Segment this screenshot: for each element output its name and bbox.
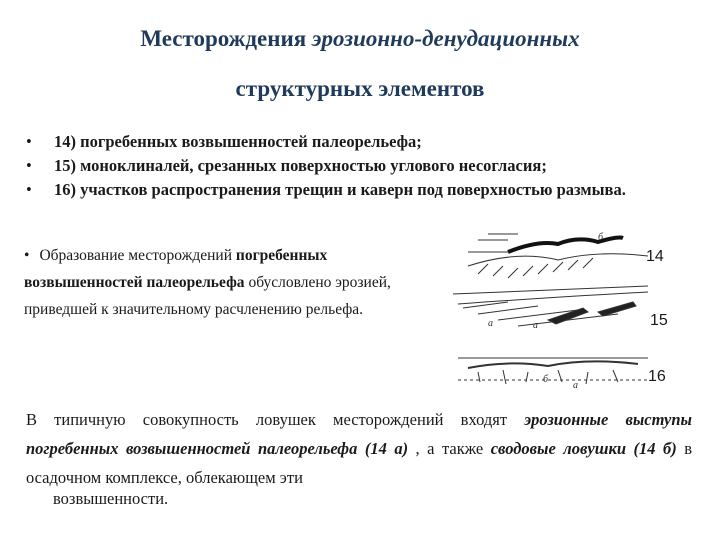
bullet-item-14 <box>24 130 694 154</box>
sketch-letter: а <box>533 320 538 331</box>
slide-title-line1 <box>0 26 720 52</box>
figure-number-16: 16 <box>648 368 666 385</box>
slide-title-line2: структурных элементов <box>235 76 485 101</box>
geologic-sketches <box>448 222 698 397</box>
para2-emphasis-1: эрозионные выступы погребенных возвышенностей палеорельефа (14 а) <box>26 410 692 458</box>
para2-text-3: в осадочном комплексе, облекающем эти <box>26 439 692 487</box>
figure-number-14: 14 <box>646 248 664 265</box>
sketch-letter: а <box>573 380 578 391</box>
bullet-item-15 <box>24 154 694 178</box>
bullet-text: 14) погребенных возвышенностей палеорельефа; <box>54 132 422 151</box>
para1-text-b: погребенных возвышенностей палеорельефа <box>24 247 328 291</box>
figure-number-15: 15 <box>650 312 668 329</box>
bullet-dot: • <box>24 247 30 264</box>
para2-last-line: возвышенности. <box>53 489 169 508</box>
bullet-dot: • <box>26 132 32 151</box>
sketch-15 <box>453 286 648 331</box>
traps-paragraph <box>26 405 692 492</box>
bullet-item-16 <box>24 178 694 202</box>
bullet-list <box>24 130 694 202</box>
title-part2: эрозионно-денудационных <box>311 26 580 51</box>
para2-text-1: В типичную совокупность ловушек месторождений входят <box>26 410 525 429</box>
sketch-letter: б <box>598 232 604 243</box>
bullet-dot: • <box>26 180 32 199</box>
formation-paragraph <box>24 242 439 323</box>
para2-text-2: , а также <box>408 439 491 458</box>
para1-text-c: обусловлено эрозией, приведшей к значительному расчленению рельефа. <box>24 274 391 318</box>
sketch-16 <box>458 358 648 391</box>
para1-text-a: Образование месторождений <box>39 247 236 264</box>
bullet-text: 16) участков распространения трещин и каверн под поверхностью размыва. <box>54 180 626 199</box>
sketch-letter: а <box>488 318 493 329</box>
para2-emphasis-2: сводовые ловушки (14 б) <box>490 439 677 458</box>
bullet-text: 15) моноклиналей, срезанных поверхностью углового несогласия; <box>54 156 547 175</box>
sketch-letter: б <box>543 374 549 385</box>
bullet-dot: • <box>26 156 32 175</box>
title-part1: Месторождения <box>140 26 312 51</box>
sketch-14 <box>468 232 648 278</box>
